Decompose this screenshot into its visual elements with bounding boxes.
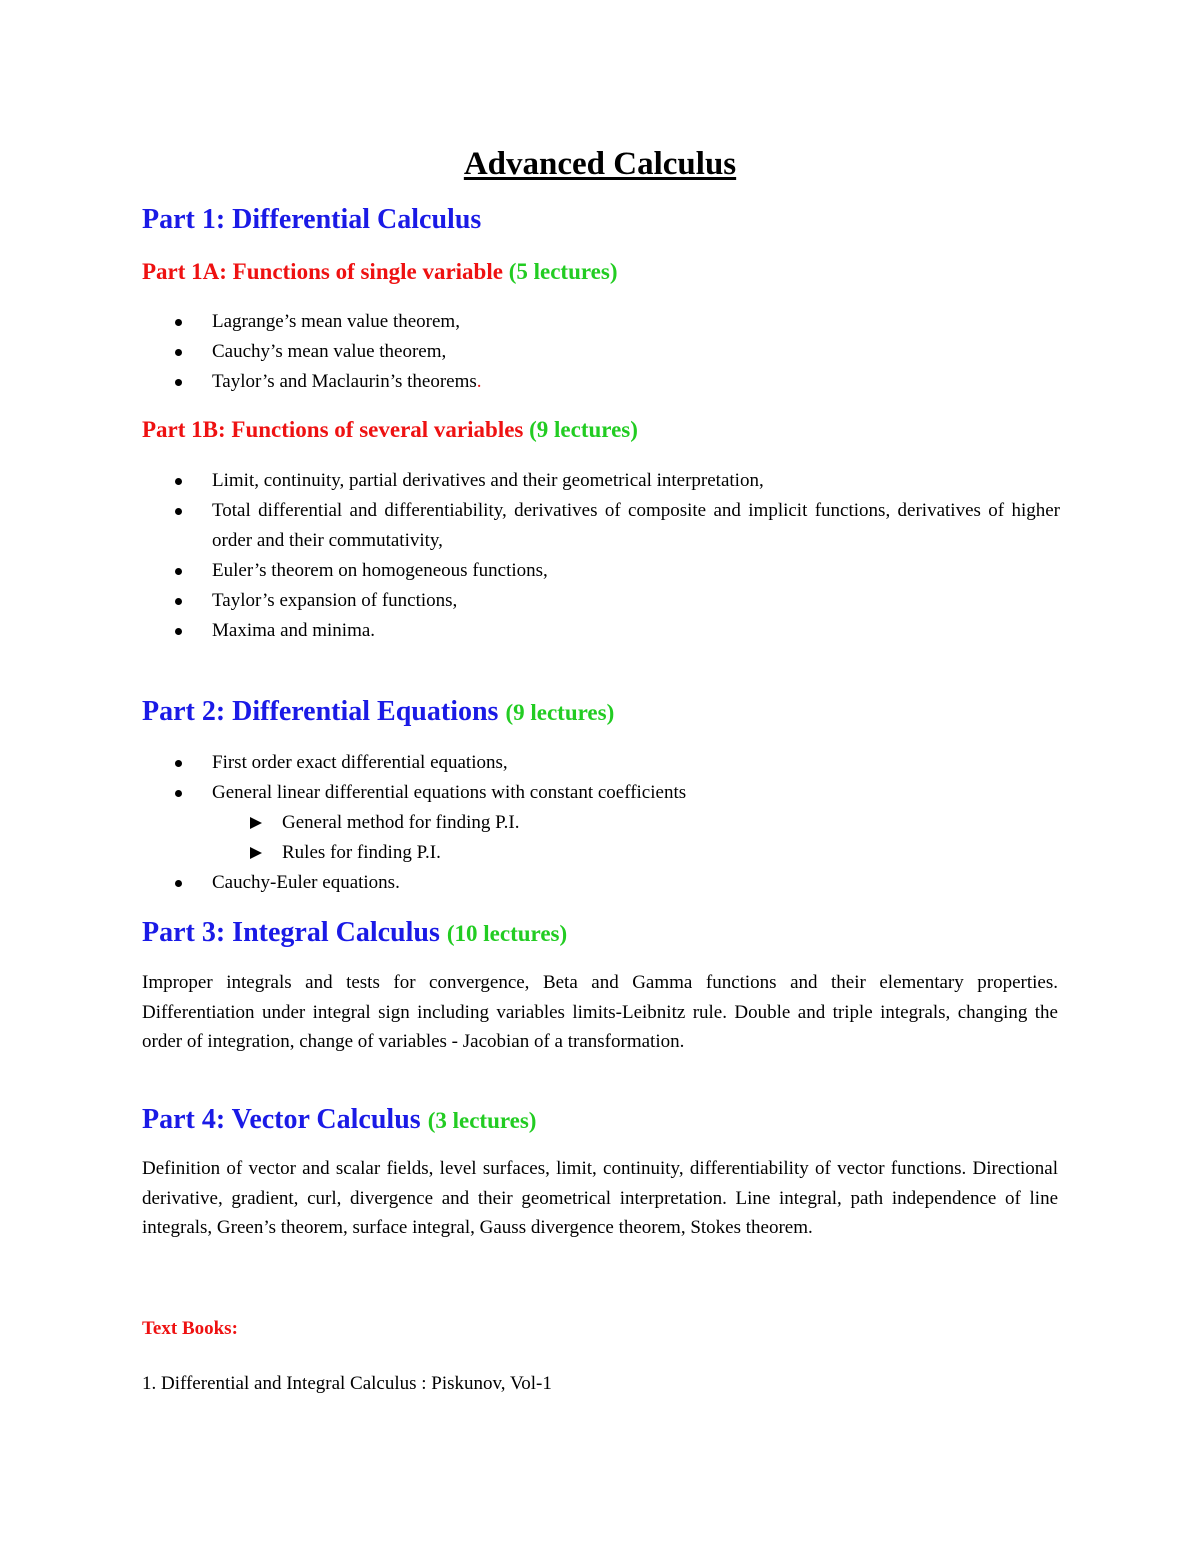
part1a-heading [142,258,617,286]
part1b-title: Part 1B: Functions of several variables [142,417,524,442]
part4-heading [142,1103,536,1138]
part1b-lectures: (9 lectures) [529,417,638,442]
list-item: Maxima and minima. [172,616,1060,646]
list-item: General linear differential equations with constant coefficients [172,778,1060,808]
list-item-text: Taylor’s and Maclaurin’s theorems [212,371,477,392]
list-item: Taylor’s expansion of functions, [172,586,1060,616]
part1a-lectures: (5 lectures) [508,259,618,284]
part2-heading [142,695,614,730]
list-item: Euler’s theorem on homogeneous functions, [172,556,1060,586]
sub-list-item: General method for finding P.I. [172,808,1060,838]
list-item: Cauchy-Euler equations. [172,868,1060,898]
part3-lectures: (10 lectures) [446,921,568,946]
part3-title: Part 3: Integral Calculus [142,917,440,948]
list-item: Limit, continuity, partial derivatives and their geometrical interpretation, [172,466,1060,496]
list-item: First order exact differential equations, [172,748,1060,778]
part2-title: Part 2: Differential Equations [142,696,499,727]
textbooks-heading: Text Books: [142,1318,238,1339]
part2-list [172,748,1060,898]
part4-paragraph: Definition of vector and scalar fields, level surfaces, limit, continuity, differentiability of vector functions. Directional derivative, gradient, curl, divergence and their geometrical interpretation. Line integral, path independence of line integrals, Green’s theorem, surface integral, Gauss divergence theorem, Stokes theorem. [142,1158,1058,1238]
part4-title: Part 4: Vector Calculus [142,1104,421,1135]
part1b-heading [142,416,638,444]
part1-heading: Part 1: Differential Calculus [142,204,482,235]
part3-heading [142,916,567,951]
part2-lectures: (9 lectures) [505,700,615,725]
list-item: Total differential and differentiability, derivatives of composite and implicit functions, derivatives of higher order and their commutativity, [172,496,1060,556]
part1a-list [172,307,1060,397]
textbook-item: 1. Differential and Integral Calculus : Piskunov, Vol-1 [142,1373,552,1394]
part1a-title: Part 1A: Functions of single variable [142,259,503,284]
document-title: Advanced Calculus [463,146,737,182]
sub-list-item: Rules for finding P.I. [172,838,1060,868]
list-item: Cauchy’s mean value theorem, [172,337,1060,367]
part4-lectures: (3 lectures) [427,1108,537,1133]
list-item [172,367,1060,397]
list-item-period: . [476,371,482,392]
part3-paragraph: Improper integrals and tests for convergence, Beta and Gamma functions and their elementary properties. Differentiation under integral sign including variables limits-Leibnitz rule. Double and triple integrals, changing the order of integration, change of variables - Jacobian of a transformation. [142,972,1058,1052]
list-item: Lagrange’s mean value theorem, [172,307,1060,337]
part1b-list [172,466,1060,646]
